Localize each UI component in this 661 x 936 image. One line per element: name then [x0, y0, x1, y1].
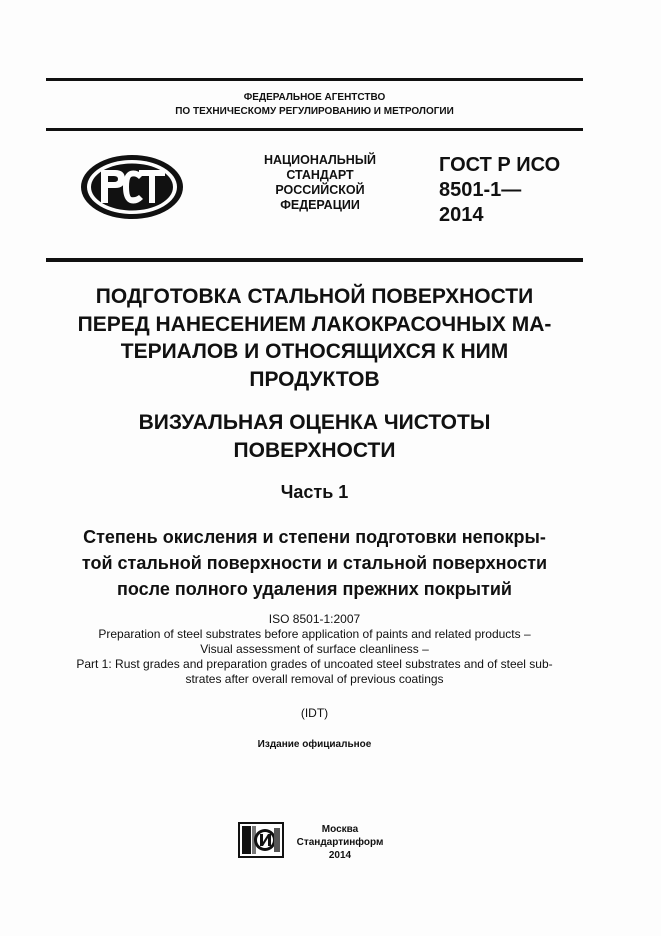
header-rule: [46, 258, 583, 262]
identity-marker: (IDT): [300, 706, 329, 720]
national-standard-line: НАЦИОНАЛЬНЫЙ: [263, 153, 377, 167]
iso-line: Part 1: Rust grades and preparation grades of uncoated steel substrates and of steel sub-: [76, 657, 553, 671]
title-line: ПОДГОТОВКА СТАЛЬНОЙ ПОВЕРХНОСТИ: [95, 285, 534, 308]
part-title-line: той стальной поверхности и стальной поверхности: [81, 553, 548, 573]
standartinform-icon: [238, 822, 284, 858]
title-line: ПЕРЕД НАНЕСЕНИЕМ ЛАКОКРАСОЧНЫХ МА-: [77, 312, 552, 336]
publisher-year: 2014: [328, 850, 352, 861]
rst-logo-icon: [79, 153, 185, 221]
agency-line-2: ПО ТЕХНИЧЕСКОМУ РЕГУЛИРОВАНИЮ И МЕТРОЛОГИИ: [175, 106, 454, 117]
publisher-name: Стандартинформ: [296, 837, 384, 848]
document-title: [50, 283, 579, 393]
part-title: [50, 524, 579, 602]
part-title-line: после полного удаления прежних покрытий: [116, 579, 512, 599]
top-rule: [46, 78, 583, 81]
iso-line: strates after overall removal of previous coatings: [185, 672, 444, 686]
title-line: ПРОДУКТОВ: [249, 367, 380, 391]
national-standard-line: РОССИЙСКОЙ: [275, 183, 365, 197]
official-edition-label: Издание официальное: [257, 739, 372, 750]
agency-rule: [46, 128, 583, 131]
iso-line: Preparation of steel substrates before application of paints and related products –: [98, 627, 531, 641]
publisher-info: [290, 823, 390, 862]
agency-name: [46, 91, 583, 119]
document-subtitle: [50, 409, 579, 465]
agency-line-1: ФЕДЕРАЛЬНОЕ АГЕНТСТВО: [243, 92, 386, 103]
iso-line: Visual assessment of surface cleanliness –: [200, 642, 429, 656]
designation-line: ГОСТ Р ИСО: [439, 154, 561, 176]
standard-designation: [439, 153, 589, 228]
subtitle-line: ПОВЕРХНОСТИ: [233, 439, 396, 462]
national-standard-label: [245, 153, 395, 213]
iso-reference: [40, 612, 589, 687]
subtitle-line: ВИЗУАЛЬНАЯ ОЦЕНКА ЧИСТОТЫ: [138, 411, 491, 434]
part-title-line: Степень окисления и степени подготовки непокры-: [83, 527, 546, 547]
title-line: ТЕРИАЛОВ И ОТНОСЯЩИХСЯ К НИМ: [120, 340, 509, 363]
designation-line: 8501-1—: [439, 179, 522, 201]
designation-line: 2014: [439, 204, 484, 226]
iso-line: ISO 8501-1:2007: [268, 612, 361, 626]
national-standard-line: СТАНДАРТ: [286, 168, 354, 182]
part-number: Часть 1: [280, 482, 349, 502]
publisher-city: Москва: [321, 824, 359, 835]
national-standard-line: ФЕДЕРАЦИИ: [280, 198, 360, 212]
